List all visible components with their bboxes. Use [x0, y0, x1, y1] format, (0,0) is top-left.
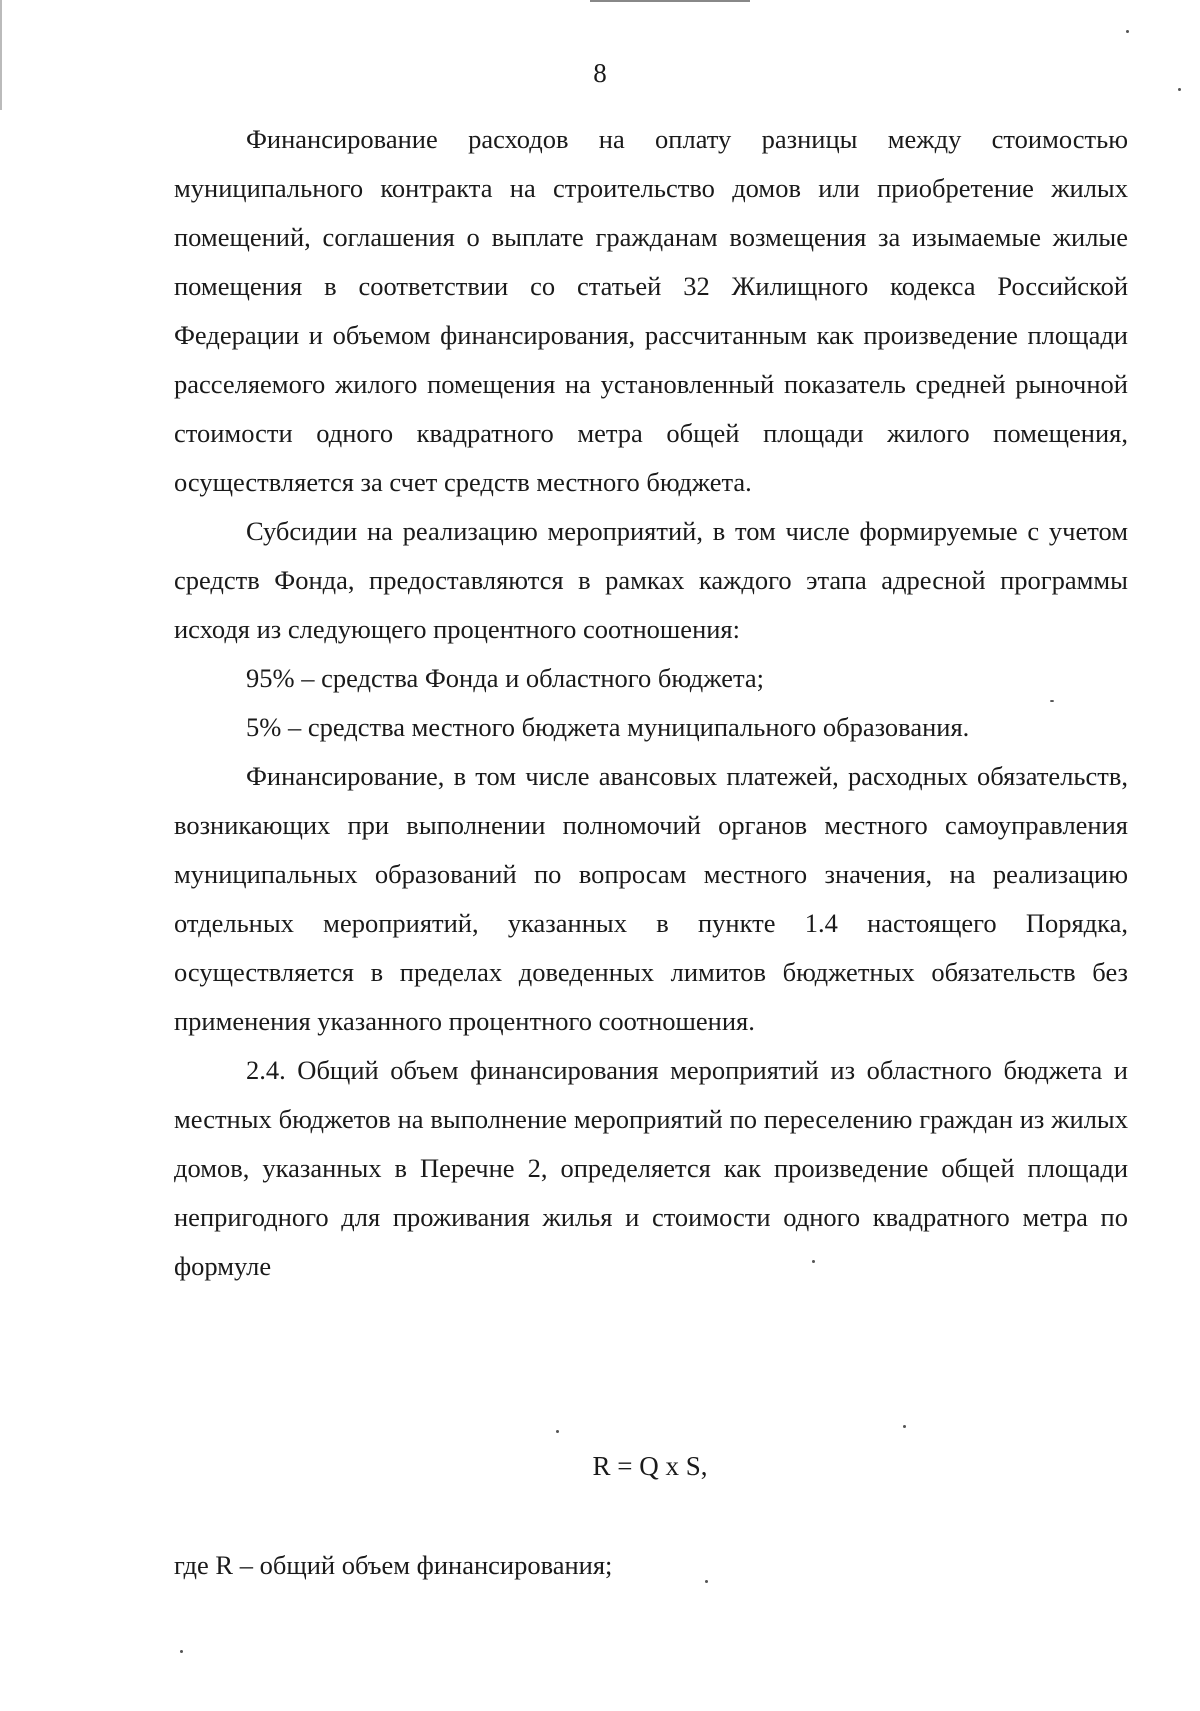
- formula: R = Q x S,: [592, 1451, 708, 1481]
- scan-artifact-top-line: [590, 0, 750, 2]
- formula-legend-r: где R – общий объем финансирования;: [174, 1550, 613, 1580]
- scan-speck: [903, 1425, 906, 1428]
- paragraph-local-share: 5% – средства местного бюджета муниципального образования.: [246, 712, 970, 742]
- paragraph-subsidies: Субсидии на реализацию мероприятий, в том числе формируемые с учетом средств Фонда, предоставляются в рамках каждого этапа адресной программы исходя из следующего процентного соотношения:: [174, 516, 1128, 644]
- scan-speck: [1050, 700, 1054, 702]
- scan-speck: [812, 1260, 815, 1263]
- scan-speck: [705, 1580, 708, 1583]
- scan-artifact-left-edge: [0, 0, 2, 110]
- paragraph-financing-difference: Финансирование расходов на оплату разницы между стоимостью муниципального контракта на строительство домов или приобретение жилых помещений, соглашения о выплате гражданам возмещения за изымаемые жилые помещения в соответствии со статьей 32 Жилищного кодекса Российской Федерации и объемом финансирования, рассчитанным как произведение площади расселяемого жилого помещения на установленный показатель средней рыночной стоимости одного квадратного метра общей площади жилого помещения, осуществляется за счет средств местного бюджета.: [174, 124, 1128, 497]
- paragraph-advance-payments: Финансирование, в том числе авансовых платежей, расходных обязательств, возникающих при выполнении полномочий органов местного самоуправления муниципальных образований по вопросам местного значения, на реализацию отдельных мероприятий, указанных в пункте 1.4 настоящего Порядка, осуществляется в пределах доведенных лимитов бюджетных обязательств без применения указанного процентного соотношения.: [174, 761, 1128, 1036]
- scan-speck: [180, 1650, 183, 1653]
- paragraph-2-4-total-volume: 2.4. Общий объем финансирования мероприятий из областного бюджета и местных бюджетов на выполнение мероприятий по переселению граждан из жилых домов, указанных в Перечне 2, определяется как произведение общей площади непригодного для проживания жилья и стоимости одного квадратного метра по формуле: [174, 1055, 1128, 1281]
- scan-speck: [556, 1430, 559, 1433]
- paragraph-fund-share: 95% – средства Фонда и областного бюджета;: [246, 663, 765, 693]
- page-number: 8: [593, 58, 607, 88]
- document-body: [174, 115, 1128, 1291]
- scan-speck: [1178, 88, 1181, 91]
- scan-speck: [1126, 30, 1129, 33]
